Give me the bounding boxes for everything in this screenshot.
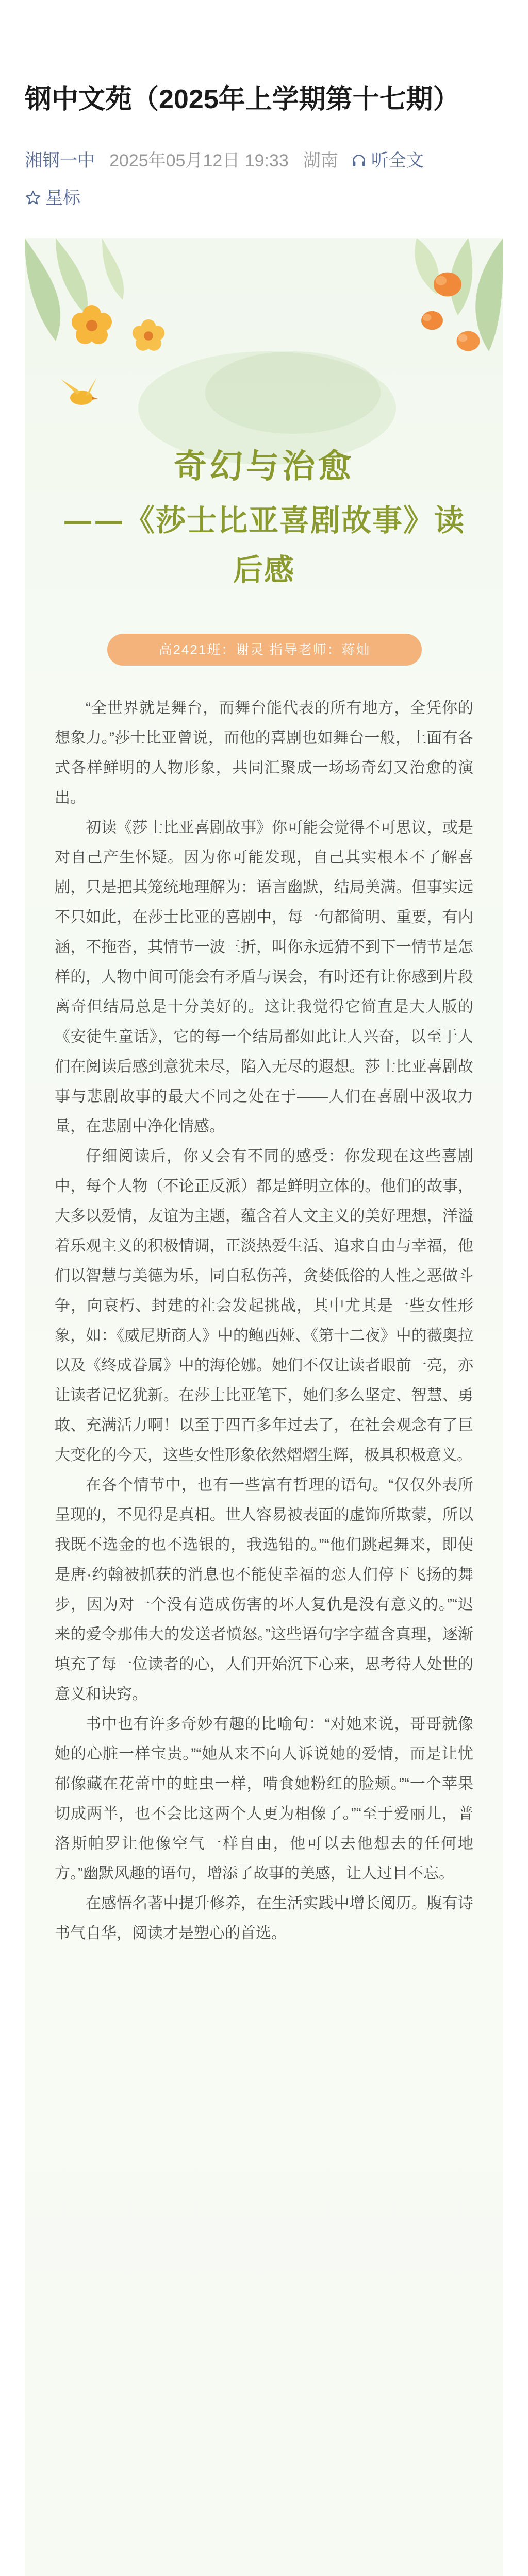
flower-icon xyxy=(457,331,480,351)
leaves-right-decoration xyxy=(415,238,503,351)
paragraph: 书中也有许多奇妙有趣的比喻句：“对她来说，哥哥就像她的心脏一样宝贵。”“她从来不向人诉说她的爱情，而是让忧郁像藏在花蕾中的蛀虫一样，啃食她粉红的脸颊。”“一个苹果切成两半，也不会比这两个人更为相像了。”“至于爱丽儿，普洛斯帕罗让他像空气一样自由，他可以去他想去的任何地方。”幽默风趣的语句，增添了故事的美感，让人过目不忘。 xyxy=(55,1716,473,1882)
article-title: 奇幻与治愈 xyxy=(174,447,354,486)
paragraph: 在感悟名著中提升修养，在生活实践中增长阅历。腹有诗书气自华，阅读才是塑心的首选。 xyxy=(55,1895,473,1942)
author-badge: 高2421班：谢灵 指导老师：蒋灿 xyxy=(107,634,422,666)
bird-icon xyxy=(61,377,98,405)
headphones-icon xyxy=(351,152,367,169)
star-icon xyxy=(25,190,41,206)
page-title: 钢中文苑（2025年上学期第十七期） xyxy=(25,84,460,114)
flower-icon xyxy=(72,305,112,344)
article-header xyxy=(0,0,528,210)
flower-icon xyxy=(421,311,443,330)
article-card xyxy=(25,238,503,2576)
star-button[interactable] xyxy=(25,185,503,210)
article-body xyxy=(55,693,473,1948)
article-subtitle: ——《莎士比亚喜剧故事》读后感 xyxy=(62,503,465,587)
article-meta xyxy=(25,148,503,173)
paragraph: “全世界就是舞台，而舞台能代表的所有地方，全凭你的想象力。”莎士比亚曾说，而他的喜剧也如舞台一般，上面有各式各样鲜明的人物形象，共同汇聚成一场场奇幻又治愈的演出。 xyxy=(55,700,473,806)
location: 湖南 xyxy=(303,151,338,171)
paragraph: 仔细阅读后，你又会有不同的感受：你发现在这些喜剧中，每个人物（不论正反派）都是鲜明立体的。他们的故事，大多以爱情，友谊为主题，蕴含着人文主义的美好理想，洋溢着乐观主义的积极情调，正淡热爱生活、追求自由与幸福，他们以智慧与美德为乐，同自私伤善，贪婪低俗的人性之恶做斗争，向衰朽、封建的社会发起挑战，其中尤其是一些女性形象，如：《威尼斯商人》中的鲍西娅、《第十二夜》中的薇奥拉以及《终成眷属》中的海伦娜。她们不仅让读者眼前一亮，亦让读者记忆犹新。在莎士比亚笔下，她们多么坚定、智慧、勇敢、充满活力啊！以至于四百多年过去了，在社会观念有了巨大变化的今天，这些女性形象依然熠熠生辉，极具积极意义。 xyxy=(55,1148,473,1464)
listen-button[interactable] xyxy=(351,148,424,173)
flower-icon xyxy=(434,273,461,297)
account-name-link[interactable]: 湘钢一中 xyxy=(25,151,95,171)
publish-date: 2025年05月12日 19:33 xyxy=(109,151,289,171)
paragraph: 初读《莎士比亚喜剧故事》你可能会觉得不可思议，或是对自己产生怀疑。因为你可能发现，自己其实根本不了解喜剧，只是把其笼统地理解为：语言幽默，结局美满。但事实远不只如此，在莎士比亚的喜剧中，每一句都简明、重要，有内涵，不拖沓，其情节一波三折，叫你永远猜不到下一情节是怎样的，人物中间可能会有矛盾与误会，有时还有让你感到片段离奇但结局总是十分美好的。这让我觉得它简直是大人版的《安徒生童话》，它的每一个结局都如此让人兴奋，以至于人们在阅读后感到意犹未尽，陷入无尽的遐想。莎士比亚喜剧故事与悲剧故事的最大不同之处在于——人们在喜剧中汲取力量，在悲剧中净化情感。 xyxy=(55,819,473,1135)
listen-label: 听全文 xyxy=(371,151,424,171)
paragraph: 在各个情节中，也有一些富有哲理的语句。“仅仅外表所呈现的，不见得是真相。世人容易被表面的虚饰所欺蒙，所以我既不选金的也不选银的，我选铅的。”“他们跳起舞来，即使是唐·约翰被抓获的消息也不能使幸福的恋人们停下飞扬的舞步，因为对一个没有造成伤害的坏人复仇是没有意义的。”“迟来的爱令那伟大的发送者愤怒。”这些语句字字蕴含真理，逐渐填充了每一位读者的心，人们开始沉下心来，思考待人处世的意义和诀窍。 xyxy=(55,1477,473,1703)
star-label: 星标 xyxy=(45,188,80,208)
flower-icon xyxy=(133,319,164,351)
